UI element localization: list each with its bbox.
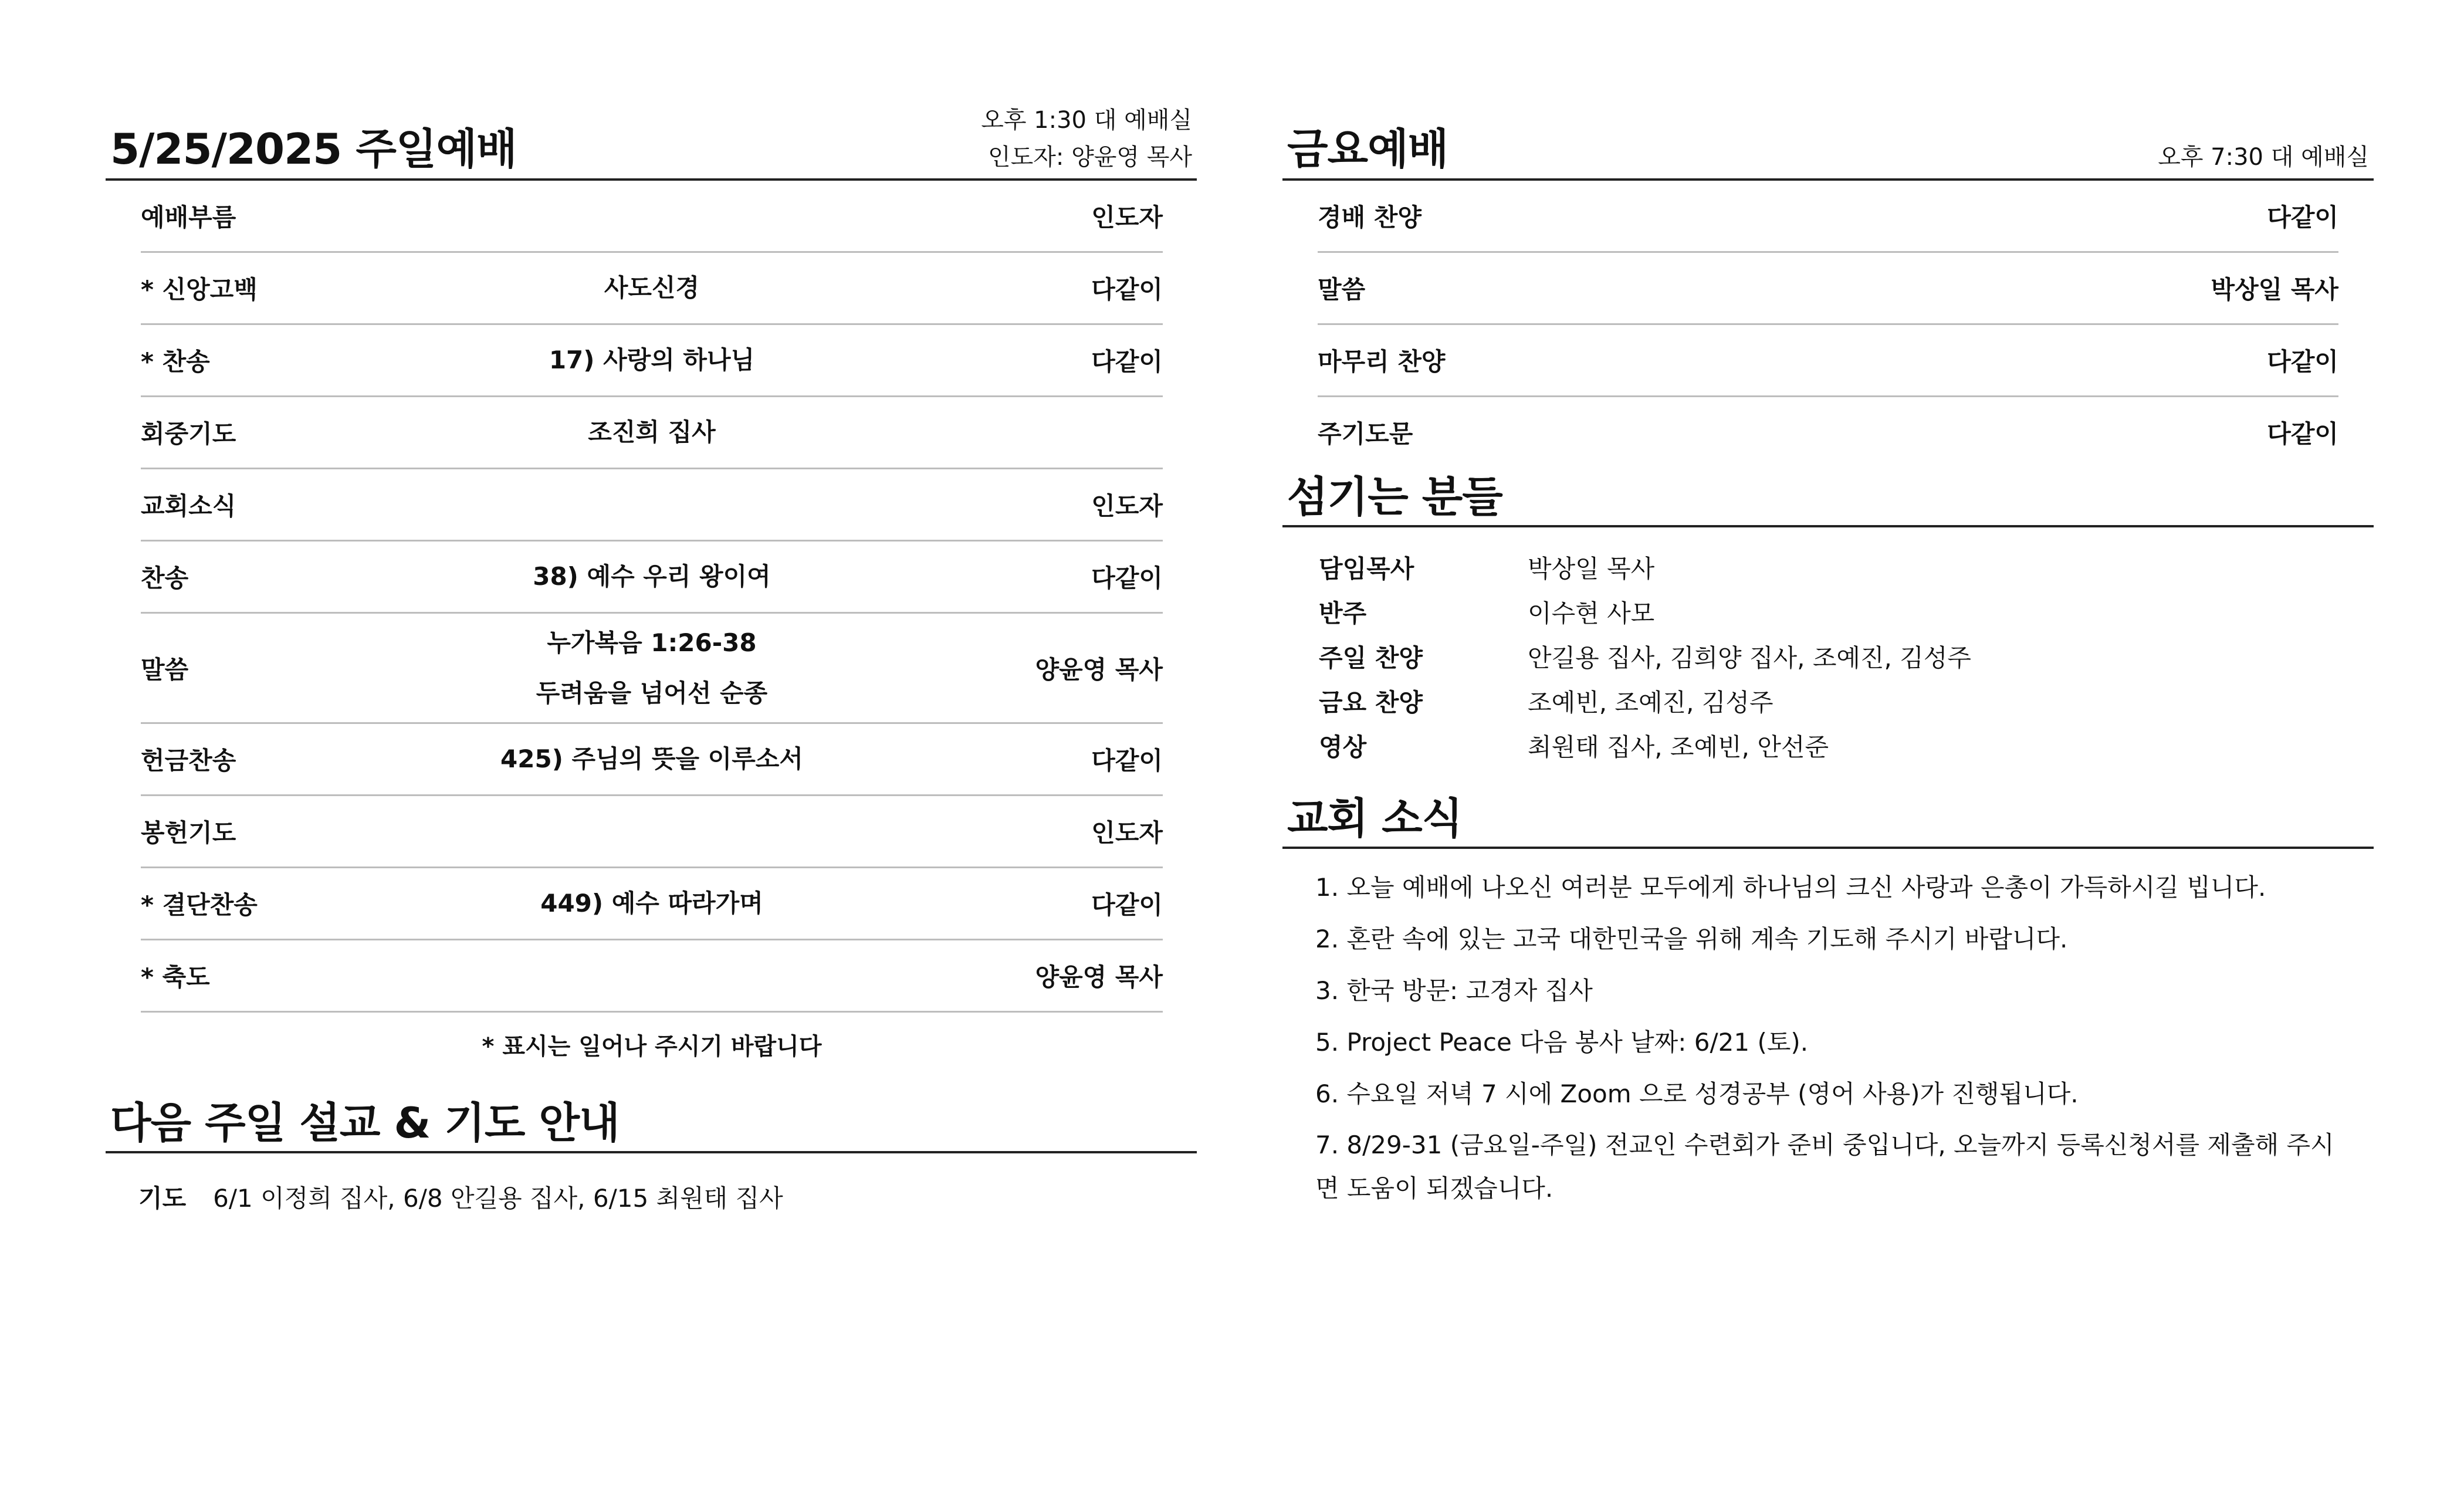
friday-order-list — [1318, 181, 2338, 468]
order-item: 헌금찬송 — [141, 746, 236, 775]
order-item: 말씀 — [141, 655, 189, 684]
order-row — [141, 397, 1163, 469]
order-leader: 다같이 — [1091, 746, 1163, 775]
order-item: * 결단찬송 — [141, 891, 258, 919]
order-item: 경배 찬양 — [1318, 203, 1421, 232]
order-content — [141, 263, 1163, 313]
prayer-schedule — [138, 1179, 1197, 1214]
order-content — [141, 734, 1163, 784]
order-item: * 찬송 — [141, 347, 210, 376]
order-leader: 다같이 — [2267, 347, 2338, 376]
order-content-line: 425) 주님의 뜻을 이루소서 — [500, 744, 803, 773]
order-content-line: 38) 예수 우리 왕이여 — [533, 562, 771, 591]
sermon-title: 두려움을 넘어선 순종 — [536, 678, 768, 708]
order-content-line: 사도신경 — [604, 273, 700, 302]
order-content — [141, 407, 1163, 458]
server-row — [1319, 723, 2374, 768]
server-names: 이수현 사모 — [1528, 599, 1655, 628]
order-leader: 인도자 — [1091, 818, 1163, 847]
next-week-section — [106, 1095, 1197, 1214]
order-item: 봉헌기도 — [141, 818, 236, 847]
sunday-order-list — [141, 181, 1163, 1069]
servers-header — [1282, 469, 2374, 527]
sunday-title: 5/25/2025 주일예배 — [110, 124, 517, 174]
server-role: 영상 — [1319, 733, 1367, 761]
order-leader: 다같이 — [1091, 275, 1163, 304]
sunday-column — [106, 100, 1197, 1214]
order-item: 말씀 — [1318, 275, 1366, 304]
order-leader: 다같이 — [1091, 891, 1163, 919]
order-row — [141, 181, 1163, 253]
server-role: 주일 찬양 — [1319, 644, 1423, 672]
friday-title: 금요예배 — [1287, 124, 1448, 174]
next-week-title: 다음 주일 설교 & 기도 안내 — [110, 1098, 620, 1148]
server-names: 박상일 목사 — [1528, 554, 1655, 583]
order-item: 주기도문 — [1318, 419, 1413, 448]
server-row — [1319, 634, 2374, 679]
order-row — [141, 796, 1163, 868]
order-leader: 다같이 — [1091, 347, 1163, 376]
order-row — [141, 724, 1163, 796]
order-leader: 인도자 — [1091, 492, 1163, 520]
news-item: 1. 오늘 예배에 나오신 여러분 모두에게 하나님의 크신 사랑과 은총이 가득하시길 빕니다. — [1315, 873, 2266, 902]
order-item: 예배부름 — [141, 203, 236, 232]
sunday-leader: 인도자: 양윤영 목사 — [987, 144, 1192, 171]
order-content — [141, 618, 1163, 719]
order-row — [1318, 325, 2338, 397]
news-item: 2. 혼란 속에 있는 고국 대한민국을 위해 계속 기도해 주시기 바랍니다. — [1315, 925, 2068, 953]
stand-note: * 표시는 일어나 주시기 바랍니다 — [482, 1033, 822, 1060]
servers-title: 섬기는 분들 — [1287, 472, 1502, 522]
server-names: 조예빈, 조예진, 김성주 — [1528, 688, 1773, 717]
order-row — [141, 868, 1163, 940]
order-item: 찬송 — [141, 564, 189, 593]
sermon-scripture: 누가복음 1:26-38 — [547, 628, 757, 657]
order-content — [141, 551, 1163, 602]
friday-meta — [2158, 139, 2369, 176]
news-section — [1282, 790, 2374, 1210]
sunday-header — [106, 100, 1197, 181]
order-content-line: 조진희 집사 — [588, 418, 716, 446]
friday-column — [1282, 100, 2374, 1217]
server-row — [1319, 679, 2374, 723]
order-row — [1318, 253, 2338, 325]
news-item: 7. 8/29-31 (금요일-주일) 전교인 수련회가 준비 중입니다, 오늘까지 등록신청서를 제출해 주시면 도움이 되겠습니다. — [1315, 1131, 2334, 1203]
next-week-header — [106, 1095, 1197, 1153]
order-row — [141, 325, 1163, 397]
order-leader: 다같이 — [2267, 203, 2338, 232]
servers-section — [1282, 469, 2374, 768]
order-row — [141, 614, 1163, 724]
news-item: 3. 한국 방문: 고경자 집사 — [1315, 976, 1593, 1005]
server-role: 담임목사 — [1319, 554, 1414, 583]
order-leader: 양윤영 목사 — [1035, 963, 1163, 991]
order-item: 회중기도 — [141, 419, 236, 448]
order-leader: 양윤영 목사 — [1035, 655, 1163, 684]
order-leader: 인도자 — [1091, 203, 1163, 232]
news-title: 교회 소식 — [1287, 794, 1463, 843]
order-item: 마무리 찬양 — [1318, 347, 1446, 376]
order-row — [141, 253, 1163, 325]
server-names: 안길용 집사, 김희양 집사, 조예진, 김성주 — [1528, 644, 1971, 672]
news-list — [1315, 865, 2336, 1210]
news-item: 5. Project Peace 다음 봉사 날짜: 6/21 (토). — [1315, 1028, 1809, 1057]
prayer-label: 기도 — [138, 1184, 187, 1213]
friday-header — [1282, 100, 2374, 181]
order-row — [141, 469, 1163, 541]
servers-list — [1319, 545, 2374, 768]
order-content — [141, 335, 1163, 385]
order-content-line: 17) 사랑의 하나님 — [549, 346, 755, 374]
news-header — [1282, 790, 2374, 849]
order-leader: 다같이 — [2267, 419, 2338, 448]
order-content-line: 449) 예수 따라가며 — [540, 889, 763, 918]
order-row — [1318, 397, 2338, 468]
sunday-time-place: 오후 1:30 대 예배실 — [981, 107, 1192, 134]
order-content — [141, 878, 1163, 929]
server-role: 반주 — [1319, 599, 1367, 628]
news-item: 6. 수요일 저녁 7 시에 Zoom 으로 성경공부 (영어 사용)가 진행됩니다. — [1315, 1079, 2079, 1108]
server-row — [1319, 545, 2374, 590]
sunday-meta — [981, 102, 1192, 176]
friday-time-place: 오후 7:30 대 예배실 — [2158, 144, 2369, 171]
order-row — [141, 940, 1163, 1013]
order-row — [1318, 181, 2338, 253]
order-item: 교회소식 — [141, 492, 236, 520]
server-row — [1319, 590, 2374, 634]
order-item: * 축도 — [141, 963, 210, 991]
order-row — [141, 541, 1163, 614]
server-names: 최원태 집사, 조예빈, 안선준 — [1528, 733, 1829, 761]
order-item: * 신앙고백 — [141, 275, 258, 304]
prayer-text: 6/1 이정희 집사, 6/8 안길용 집사, 6/15 최원태 집사 — [213, 1184, 783, 1213]
order-leader: 박상일 목사 — [2211, 275, 2338, 304]
order-leader: 다같이 — [1091, 564, 1163, 593]
server-role: 금요 찬양 — [1319, 688, 1423, 717]
